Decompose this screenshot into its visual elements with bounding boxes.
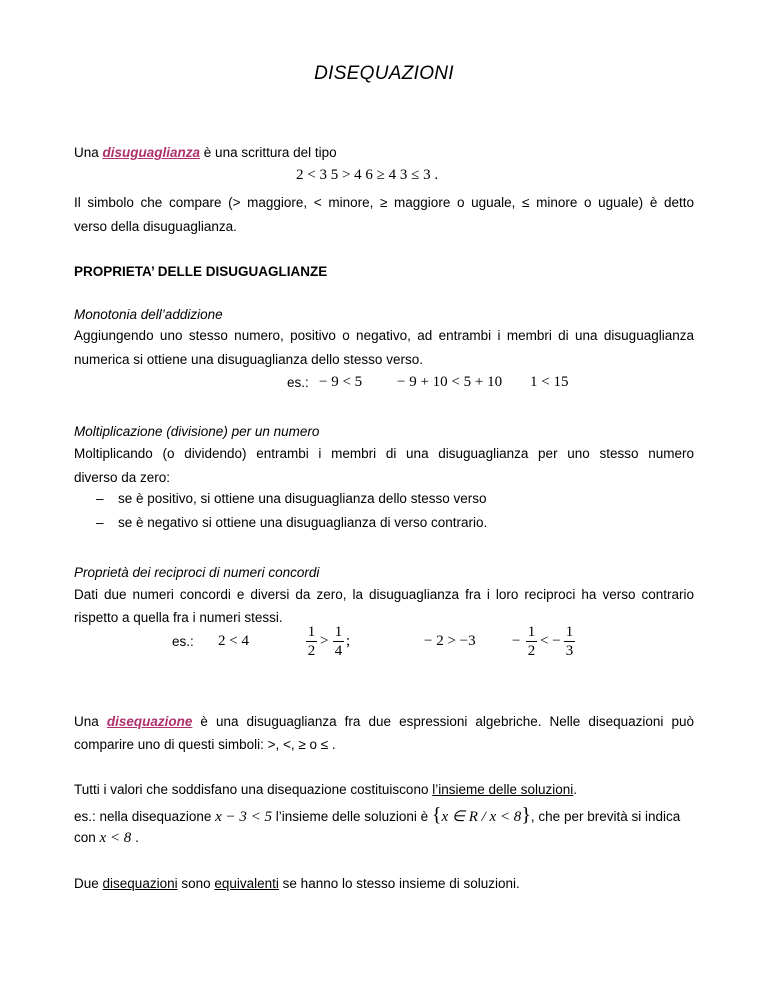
text: Tutti i valori che soddisfano una disequazione costituiscono	[74, 782, 433, 797]
fraction	[306, 624, 317, 659]
reciproci-heading: Proprietà dei reciproci di numeri concordi	[74, 565, 320, 580]
text: .	[573, 782, 578, 797]
fraction	[526, 624, 537, 659]
fraction	[333, 624, 344, 659]
operator: < −	[540, 633, 561, 649]
denominator: 4	[334, 643, 343, 659]
brace-open: {	[431, 804, 442, 826]
numerator: 1	[527, 624, 536, 640]
text: con	[74, 830, 100, 845]
text: l’insieme delle soluzioni è	[272, 809, 432, 824]
section-heading: PROPRIETA’ DELLE DISUGUAGLIANZE	[74, 264, 328, 279]
soluzioni-example	[74, 804, 680, 827]
text: Una	[74, 145, 103, 160]
term-disequazione: disequazione	[106, 714, 193, 729]
example-formula: − 9 + 10 < 5 + 10	[397, 374, 503, 390]
equivalenti-definition	[74, 876, 520, 891]
monotonia-text-line2: numerica si ottiene una disuguaglianza dello stesso verso.	[74, 352, 423, 367]
inequality-formula: x − 3 < 5	[215, 809, 273, 825]
text: Una	[74, 714, 107, 729]
list-item	[96, 515, 488, 530]
underlined-term: disequazioni	[102, 876, 178, 891]
example-formula: − 9 < 5	[319, 374, 363, 390]
text: .	[131, 830, 139, 845]
list-item-text: se è negativo si ottiene una disuguaglianza di verso contrario.	[118, 515, 488, 530]
minus-sign: −	[512, 633, 521, 649]
operator: >	[320, 633, 329, 649]
moltiplicazione-text: Moltiplicando (o dividendo) entrambi i membri di una disuguaglianza per uno stesso numero	[74, 446, 694, 461]
set-formula: x ∈ R / x < 8	[441, 809, 522, 825]
soluzioni-definition	[74, 782, 577, 797]
symbol-description: Il simbolo che compare (> maggiore, < minore, ≥ maggiore o uguale, ≤ minore o uguale) è detto	[74, 195, 694, 210]
examples-formula: 2 < 3 5 > 4 6 ≥ 4 3 ≤ 3 .	[296, 167, 439, 183]
page-title: DISEQUAZIONI	[314, 63, 454, 84]
list-item	[96, 491, 487, 506]
es-label: es.:	[172, 634, 194, 649]
numerator: 1	[307, 624, 316, 640]
text: è una scrittura del tipo	[200, 145, 337, 160]
numerator: 1	[565, 624, 574, 640]
denominator: 3	[565, 643, 574, 659]
denominator: 2	[307, 643, 316, 659]
moltiplicazione-heading: Moltiplicazione (divisione) per un numero	[74, 424, 320, 439]
dash-bullet: –	[96, 515, 104, 530]
monotonia-text: Aggiungendo uno stesso numero, positivo o negativo, ad entrambi i membri di una disuguaglianza	[74, 328, 694, 343]
fraction	[564, 624, 575, 659]
text: è una disuguaglianza fra due espressioni algebriche. Nelle disequazioni può	[192, 714, 694, 729]
example-formula: 1 < 15	[530, 374, 569, 390]
dash-bullet: –	[96, 491, 104, 506]
inequality-formula: x < 8	[99, 830, 132, 846]
moltiplicazione-text-line2: diverso da zero:	[74, 470, 171, 485]
soluzioni-example-line2	[74, 830, 139, 847]
text: sono	[177, 876, 215, 891]
term-disuguaglianza: disuguaglianza	[102, 145, 201, 160]
es-label: es.:	[287, 375, 309, 390]
definition-disequazione	[74, 714, 694, 729]
symbol-description-line2: verso della disuguaglianza.	[74, 219, 237, 234]
underlined-term: equivalenti	[214, 876, 279, 891]
reciproci-text: Dati due numeri concordi e diversi da zero, la disuguaglianza fra i loro reciproci ha verso contrario	[74, 587, 694, 602]
disequazione-symbols: comparire uno di questi simboli: >, <, ≥ o ≤ .	[74, 737, 336, 752]
list-item-text: se è positivo, si ottiene una disuguaglianza dello stesso verso	[118, 491, 487, 506]
semicolon: ;	[346, 633, 351, 649]
text: es.: nella disequazione	[74, 809, 216, 824]
reciproci-text-line2: rispetto a quella fra i numeri stessi.	[74, 610, 283, 625]
denominator: 2	[527, 643, 536, 659]
numerator: 1	[334, 624, 343, 640]
example-formula: 2 < 4	[218, 633, 249, 649]
text: Due	[74, 876, 103, 891]
underlined-term: l’insieme delle soluzioni	[432, 782, 574, 797]
text: se hanno lo stesso insieme di soluzioni.	[278, 876, 520, 891]
brace-close: }	[521, 804, 531, 826]
example-formula: − 2 > −3	[424, 633, 476, 649]
monotonia-heading: Monotonia dell’addizione	[74, 307, 223, 322]
text: , che per brevità si indica	[530, 809, 681, 824]
definition-disuguaglianza	[74, 145, 337, 160]
